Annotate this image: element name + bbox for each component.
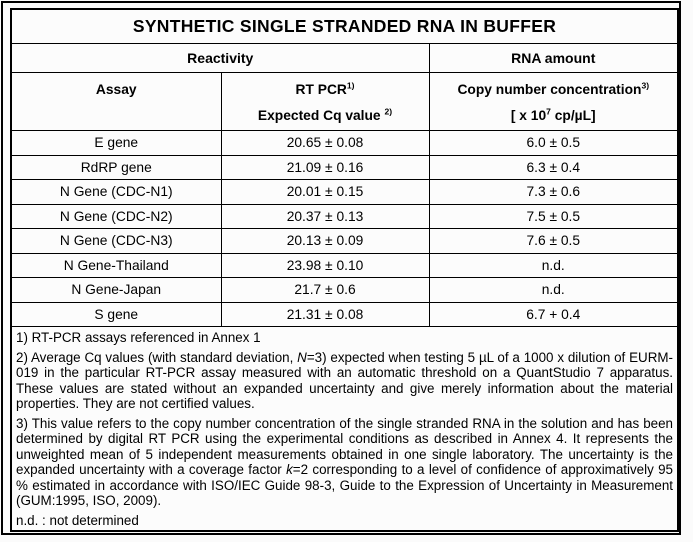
expected-cq-header-line [222,106,429,125]
cq-value-cell: 21.31 ± 0.08 [221,302,429,327]
concentration-cell: 6.3 ± 0.4 [429,155,678,180]
assay-cell: N Gene-Japan [11,278,221,303]
footnote-2-text-cont: =3) expected when testing 5 µL of a 1000 x dilution of EURM-019 in the particular RT-PCR assay measured with an automatic threshold on a QuantStudio 7 apparatus. These values are stated without an expanded uncertainty and give merely information about the material properties. They are not certified values. [16,349,673,411]
cq-value-cell: 20.65 ± 0.08 [221,131,429,156]
column-header-assay [11,73,221,131]
table-row [11,302,678,327]
footnote-ref-3: 3) [641,80,650,91]
rna-buffer-table [10,8,679,532]
table-row [11,204,678,229]
rt-pcr-header-line [222,80,429,99]
assay-cell: S gene [11,302,221,327]
group-header-reactivity: Reactivity [11,44,429,73]
column-header-copy-number [429,73,678,131]
assay-cell: N Gene (CDC-N3) [11,229,221,254]
unit-header-line [430,106,678,125]
copy-number-header-line [430,80,678,99]
footnote-1: 1) RT-PCR assays referenced in Annex 1 [16,330,261,345]
cq-value-cell: 21.7 ± 0.6 [221,278,429,303]
concentration-cell: n.d. [429,278,678,303]
unit-exponent: 7 [546,106,551,117]
column-header-rt-pcr [221,73,429,131]
expected-cq-label: Expected Cq value [257,108,385,123]
assay-header-label: Assay [95,82,137,97]
assay-cell: RdRP gene [11,155,221,180]
cq-value-cell: 20.13 ± 0.09 [221,229,429,254]
footnotes-row [11,327,678,532]
assay-cell: E gene [11,131,221,156]
column-header-row [11,73,678,131]
footnote-3-italic-k: k [286,462,293,477]
footnote-3 [16,416,673,509]
group-header-rna-amount: RNA amount [429,44,678,73]
concentration-cell: 7.3 ± 0.6 [429,180,678,205]
concentration-cell: 7.5 ± 0.5 [429,204,678,229]
table-row [11,253,678,278]
unit-prefix: [ x 10 [510,108,547,123]
cq-value-cell: 21.09 ± 0.16 [221,155,429,180]
table-title: SYNTHETIC SINGLE STRANDED RNA IN BUFFER [11,9,678,44]
footnote-3-text: 3) This value refers to the copy number concentration of the single stranded RNA in the solution and has been determined by digital RT PCR using the experimental conditions as described in Annex 4. It represents the unweighted mean of 5 independent measurements obtained in one single laboratory. The uncertainty is the expanded uncertainty with a coverage factor [16,415,673,477]
table-row [11,278,678,303]
concentration-cell: 6.0 ± 0.5 [429,131,678,156]
concentration-cell: n.d. [429,253,678,278]
footnote-ref-1: 1) [346,80,355,91]
assay-cell: N Gene (CDC-N1) [11,180,221,205]
group-header-row [11,44,678,73]
footnote-nd: n.d. : not determined [16,512,139,528]
footnote-3-text-cont: =2 corresponding to a level of confidence of approximatively 95 % estimated in accordance with ISO/IEC Guide 98-3, Guide to the Expression of Uncertainty in Measurement (GUM:1995, ISO, 2009). [16,462,673,508]
footnote-2-text: 2) Average Cq values (with standard deviation, [16,349,298,365]
footnotes-cell [11,327,678,532]
concentration-cell: 7.6 ± 0.5 [429,229,678,254]
table-row [11,131,678,156]
rt-pcr-label: RT PCR [295,82,347,97]
assay-cell: N Gene (CDC-N2) [11,204,221,229]
table-row [11,180,678,205]
footnote-2-italic-n: N [297,349,307,365]
cq-value-cell: 20.01 ± 0.15 [221,180,429,205]
footnote-ref-2: 2) [384,106,393,117]
footnote-2 [16,350,673,412]
table-row [11,155,678,180]
concentration-cell: 6.7 + 0.4 [429,302,678,327]
copy-number-label: Copy number concentration [457,82,642,97]
title-row [11,9,678,44]
table-row [11,229,678,254]
unit-suffix: cp/µL] [550,108,596,123]
cq-value-cell: 20.37 ± 0.13 [221,204,429,229]
cq-value-cell: 23.98 ± 0.10 [221,253,429,278]
assay-cell: N Gene-Thailand [11,253,221,278]
